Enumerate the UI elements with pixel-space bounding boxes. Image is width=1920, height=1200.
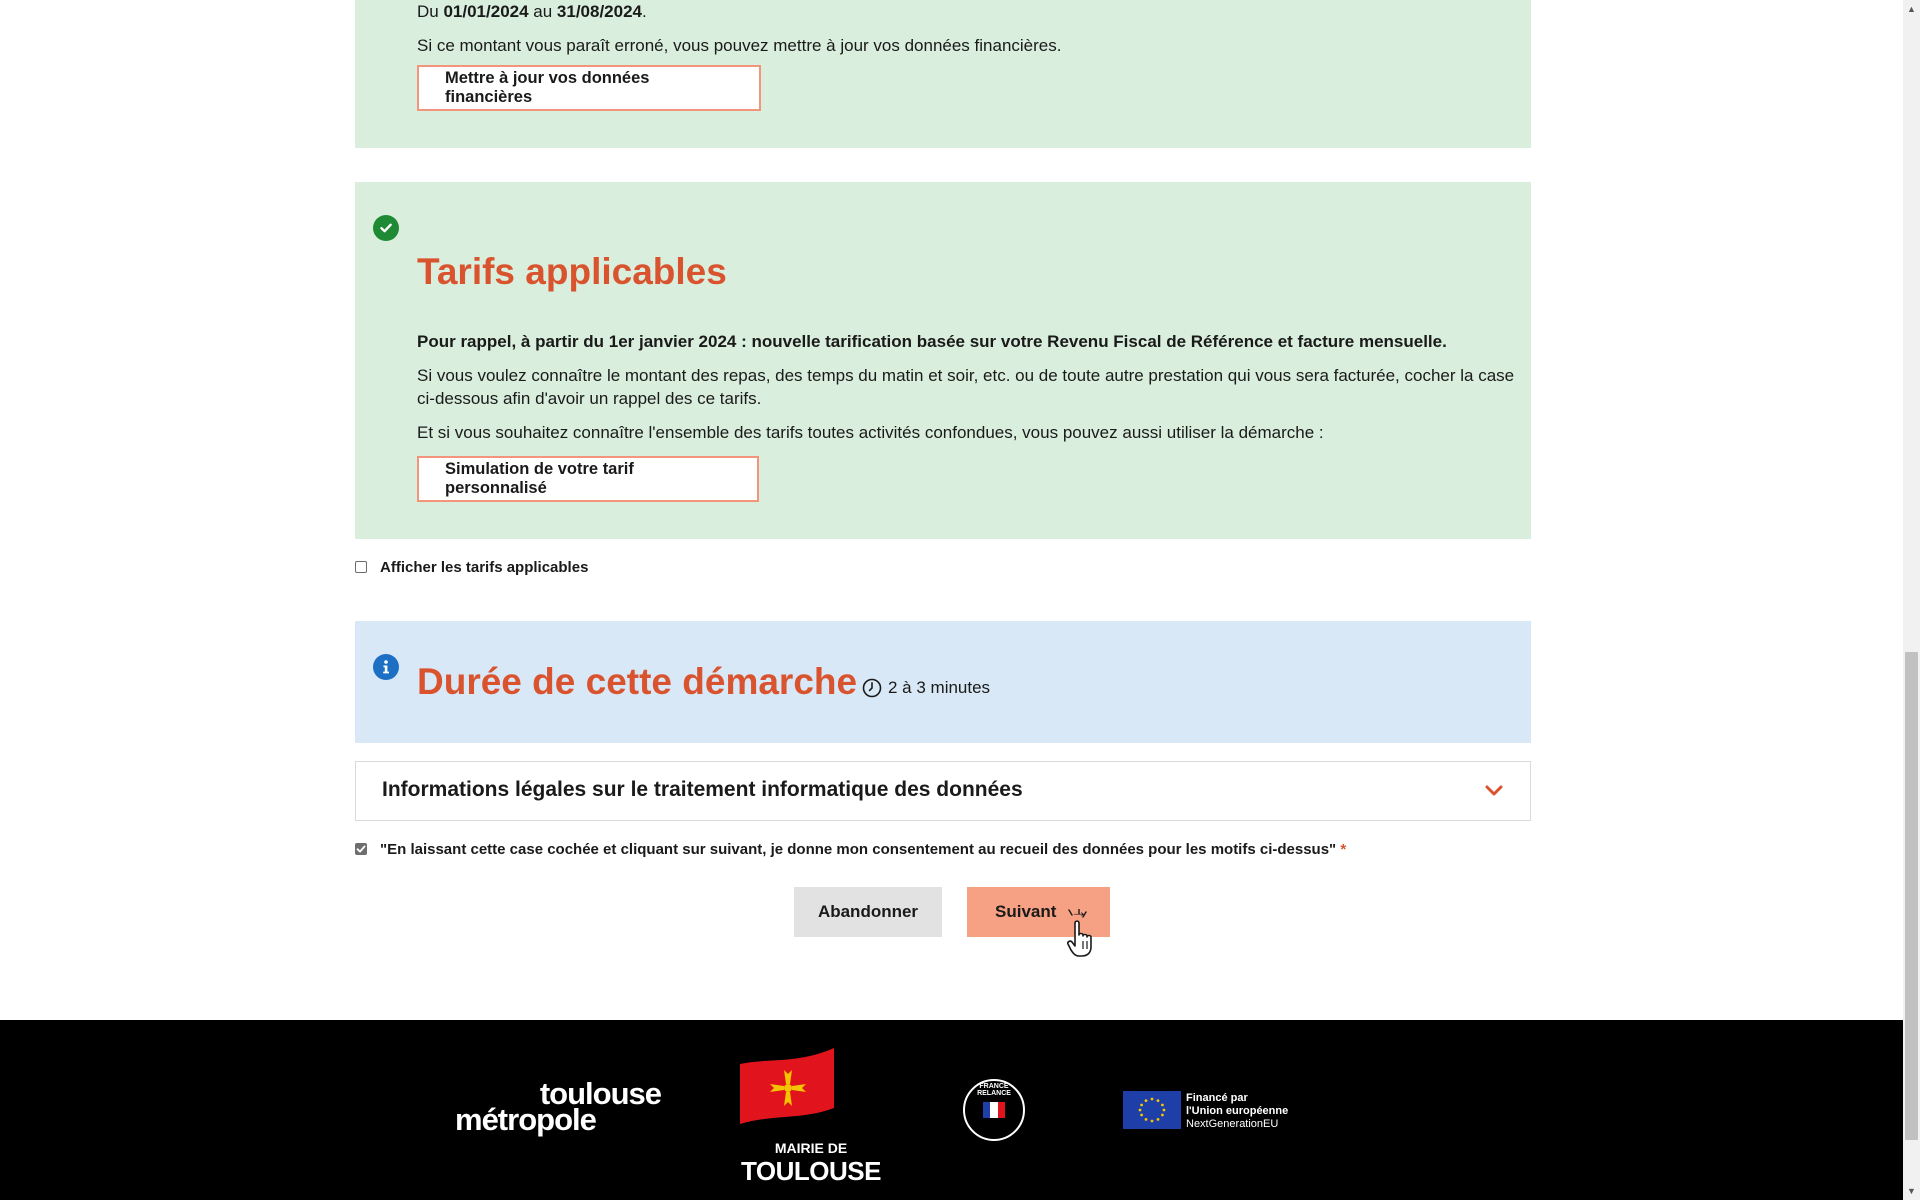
mairie-de-toulouse-logo[interactable]: MAIRIE DE TOULOUSE bbox=[736, 1048, 886, 1182]
footer bbox=[0, 1020, 1903, 1200]
info-icon bbox=[373, 654, 399, 680]
tarifs-panel bbox=[355, 182, 1531, 539]
eu-funding-text: Financé par l'Union européenne NextGenerationEU bbox=[1186, 1092, 1289, 1130]
legal-info-title: Informations légales sur le traitement informatique des données bbox=[382, 778, 1023, 801]
duration-info bbox=[862, 678, 990, 698]
clock-icon bbox=[862, 678, 882, 698]
update-financial-data-button[interactable]: Mettre à jour vos données financières bbox=[417, 65, 761, 111]
tarifs-title: Tarifs applicables bbox=[417, 251, 727, 292]
consent-checkbox[interactable] bbox=[355, 843, 367, 855]
duration-title: Durée de cette démarche bbox=[417, 661, 858, 702]
duration-panel bbox=[355, 621, 1531, 743]
period-text: Du 01/01/2024 au 31/08/2024. bbox=[417, 2, 647, 21]
eu-flag-icon bbox=[1123, 1091, 1181, 1129]
next-button-label: Suivant bbox=[995, 902, 1057, 921]
duration-value: 2 à 3 minutes bbox=[888, 678, 991, 697]
hand-pointer-cursor-icon bbox=[1067, 909, 1101, 962]
chevron-down-icon[interactable] bbox=[1484, 784, 1504, 803]
legal-info-accordion[interactable] bbox=[355, 761, 1531, 821]
tarifs-reminder: Pour rappel, à partir du 1er janvier 2024 : nouvelle tarification basée sur votre Revenu Fiscal de Référence et facture mensuelle. bbox=[417, 332, 1447, 351]
tarifs-paragraph-2: Et si vous souhaitez connaître l'ensemble des tarifs toutes activités confondues, vous pouvez aussi utiliser la démarche : bbox=[417, 423, 1324, 442]
page-scrollbar[interactable] bbox=[1903, 0, 1920, 1200]
french-flag-icon bbox=[983, 1102, 1005, 1118]
tarifs-paragraph-1: Si vous voulez connaître le montant des repas, des temps du matin et soir, etc. ou de toute autre prestation qui vous sera facturée, cocher la case ci-dessous afin d'avoir un rappel des ce tarifs. bbox=[417, 366, 1515, 408]
abandon-button[interactable]: Abandonner bbox=[794, 887, 942, 937]
france-relance-logo[interactable]: FRANCE RELANCE bbox=[963, 1079, 1025, 1141]
toulouse-metropole-logo[interactable]: toulouse métropole bbox=[455, 1076, 661, 1137]
scrollbar-thumb[interactable] bbox=[1905, 652, 1918, 1140]
scroll-up-arrow-icon[interactable]: ▲ bbox=[1907, 4, 1916, 14]
show-tarifs-checkbox[interactable] bbox=[355, 561, 367, 573]
financial-hint: Si ce montant vous paraît erroné, vous pouvez mettre à jour vos données financières. bbox=[417, 36, 1062, 55]
show-tarifs-label[interactable]: Afficher les tarifs applicables bbox=[380, 559, 589, 576]
occitan-cross-flag-icon bbox=[738, 1048, 838, 1132]
tarif-simulation-button[interactable]: Simulation de votre tarif personnalisé bbox=[417, 456, 759, 502]
consent-label[interactable]: "En laissant cette case cochée et cliquant sur suivant, je donne mon consentement au recueil des données pour les motifs ci-dessus" * bbox=[380, 841, 1347, 858]
required-mark: * bbox=[1340, 841, 1347, 858]
financial-data-panel bbox=[355, 0, 1531, 148]
scroll-down-arrow-icon[interactable]: ▼ bbox=[1907, 1186, 1916, 1196]
arrow-right-icon: → bbox=[1070, 902, 1088, 921]
check-circle-icon bbox=[373, 215, 399, 241]
